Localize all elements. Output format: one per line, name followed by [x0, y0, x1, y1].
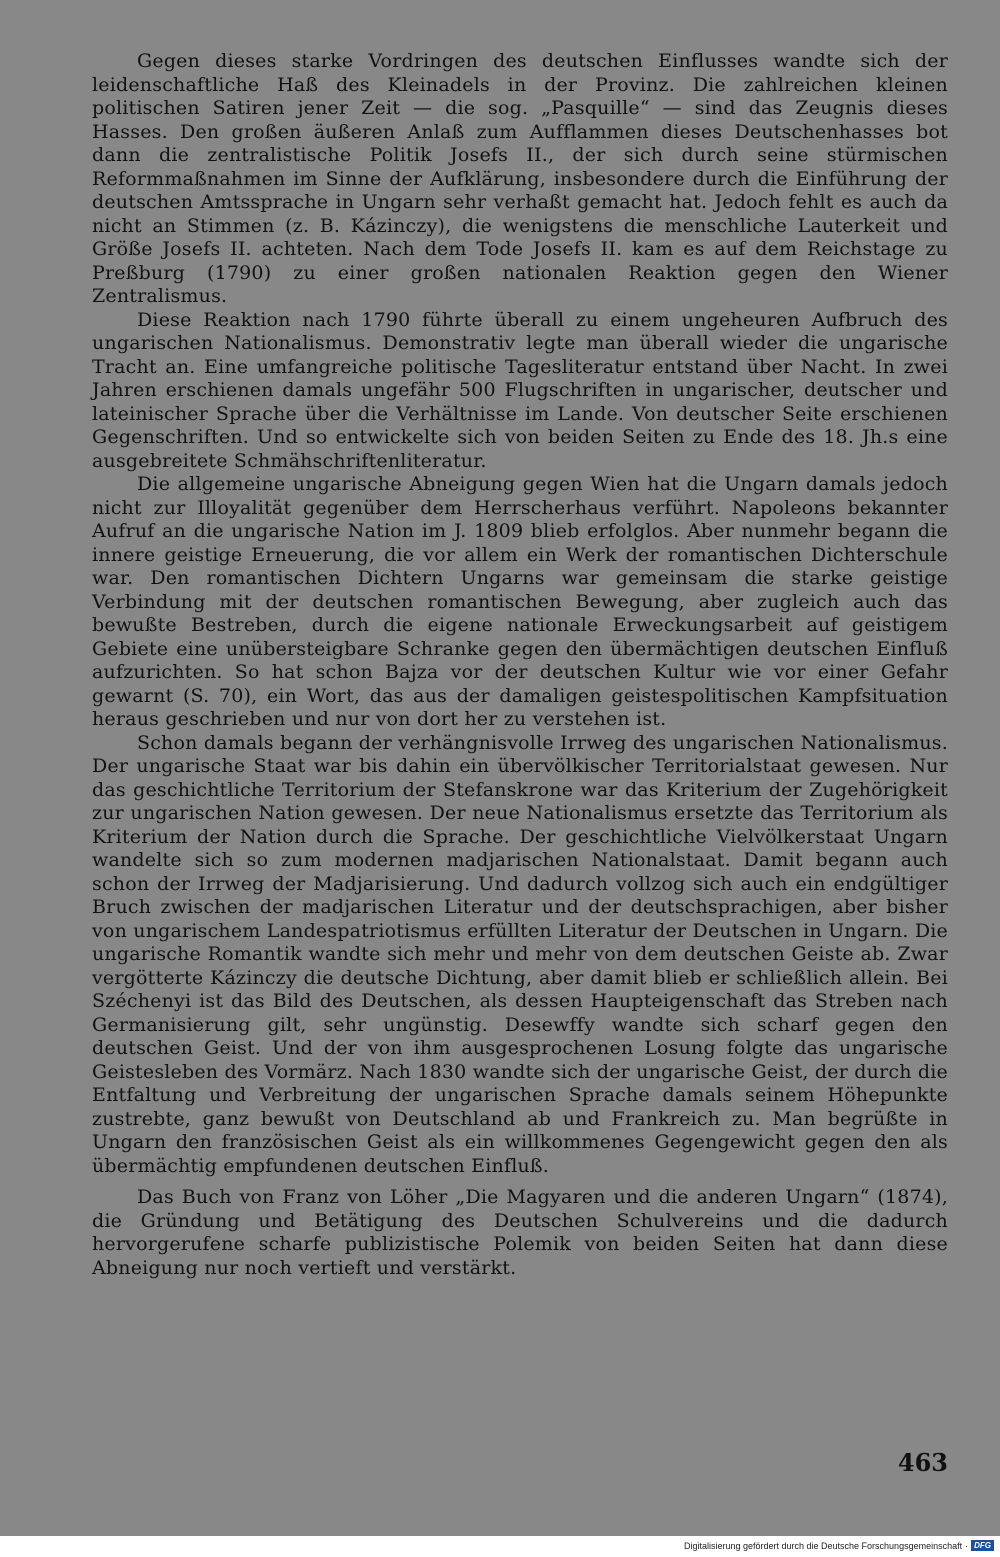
dfg-logo-icon: DFG	[971, 1540, 994, 1551]
paragraph-2: Diese Reaktion nach 1790 führte überall zu einem ungeheuren Aufbruch des ungarischen Nationalismus. Demonstrativ legte man überall wieder die ungarische Tracht an. Eine umfangreiche politische Tagesliteratur entstand über Nacht. In zwei Jahren erschienen damals ungefähr 500 Flugschriften in ungarischer, deutscher und lateinischer Sprache über die Verhältnisse im Lande. Von deutscher Seite erschienen Gegenschriften. Und so entwickelte sich von beiden Seiten zu Ende des 18. Jh.s eine ausgebreitete Schmähschriftenliteratur.	[92, 308, 948, 472]
paragraph-5: Das Buch von Franz von Löher „Die Magyaren und die anderen Ungarn“ (1874), die Gründung und Betätigung des Deutschen Schulvereins und die dadurch hervorgerufene scharfe publizistische Polemik von beiden Seiten hat dann diese Abneigung nur noch vertieft und verstärkt.	[92, 1186, 948, 1279]
page-number: 463	[897, 1448, 948, 1477]
credit-text: Digitalisierung gefördert durch die Deutsche Forschungsgemeinschaft	[683, 1540, 963, 1551]
separator: ·	[965, 1540, 969, 1551]
paragraph-3: Die allgemeine ungarische Abneigung gegen Wien hat die Ungarn damals jedoch nicht zur Illoyalität gegenüber dem Herrscherhaus verführt. Napoleons bekannter Aufruf an die ungarische Nation im J. 1809 blieb erfolglos. Aber nunmehr begann die innere geistige Erneuerung, die vor allem ein Werk der romantischen Dichterschule war. Den romantischen Dichtern Ungarns war gemeinsam die starke geistige Verbindung mit der deutschen romantischen Bewegung, aber zugleich auch das bewußte Bestreben, durch die eigene nationale Erweckungsarbeit auf geistigem Gebiete eine unübersteigbare Schranke gegen den übermächtigen deutschen Einfluß aufzurichten. So hat schon Bajza vor der deutschen Kultur wie vor einer Gefahr gewarnt (S. 70), ein Wort, das aus der damaligen geistespolitischen Kampfsituation heraus geschrieben und nur von dort her zu verstehen ist.	[92, 473, 948, 730]
digitization-credit	[684, 1540, 994, 1551]
body-text	[92, 50, 948, 1280]
paragraph-4: Schon damals begann der verhängnisvolle Irrweg des ungarischen Nationalismus. Der ungarische Staat war bis dahin ein übervölkischer Territorialstaat gewesen. Nur das geschichtliche Territorium der Stefanskrone war das Kriterium der Zugehörigkeit zur ungarischen Nation gewesen. Der neue Nationalismus ersetzte das Territorium als Kriterium der Nation durch die Sprache. Der geschichtliche Vielvölkerstaat Ungarn wandelte sich so zum modernen madjarischen Nationalstaat. Damit begann auch schon der Irrweg der Madjarisierung. Und dadurch vollzog sich auch ein endgültiger Bruch zwischen der madjarischen Literatur und der deutschsprachigen, aber bisher von ungarischem Landespatriotismus erfüllten Literatur der Deutschen in Ungarn. Die ungarische Romantik wandte sich mehr und mehr von dem deutschen Geiste ab. Zwar vergötterte Kázinczy die deutsche Dichtung, aber damit blieb er schließlich allein. Bei Széchenyi ist das Bild des Deutschen, als dessen Haupteigenschaft das Streben nach Germanisierung gilt, sehr ungünstig. Desewffy wandte sich scharf gegen den deutschen Geist. Und der von ihm ausgesprochenen Losung folgte das ungarische Geistesleben des Vormärz. Nach 1830 wandte sich der ungarische Geist, der durch die Entfaltung und Verbreitung der ungarischen Sprache damals seinem Höhepunkte zustrebte, ganz bewußt von Deutschland ab und Frankreich zu. Man begrüßte in Ungarn den französischen Geist als ein willkommenes Gegengewicht gegen den als übermächtig empfundenen deutschen Einfluß.	[92, 731, 948, 1177]
paragraph-1: Gegen dieses starke Vordringen des deutschen Einflusses wandte sich der leidenschaftliche Haß des Kleinadels in der Provinz. Die zahlreichen kleinen politischen Satiren jener Zeit — die sog. „Pasquille“ — sind das Zeugnis dieses Hasses. Den großen äußeren Anlaß zum Aufflammen dieses Deutschenhasses bot dann die zentralistische Politik Josefs II., der sich durch seine stürmischen Reformmaßnahmen im Sinne der Aufklärung, insbesondere durch die Einführung der deutschen Amtssprache in Ungarn sehr verhaßt gemacht hat. Jedoch fehlt es auch da nicht an Stimmen (z. B. Kázinczy), die wenigstens die menschliche Lauterkeit und Größe Josefs II. achteten. Nach dem Tode Josefs II. kam es auf dem Reichstage zu Preßburg (1790) zu einer großen nationalen Reaktion gegen den Wiener Zentralismus.	[92, 50, 948, 307]
